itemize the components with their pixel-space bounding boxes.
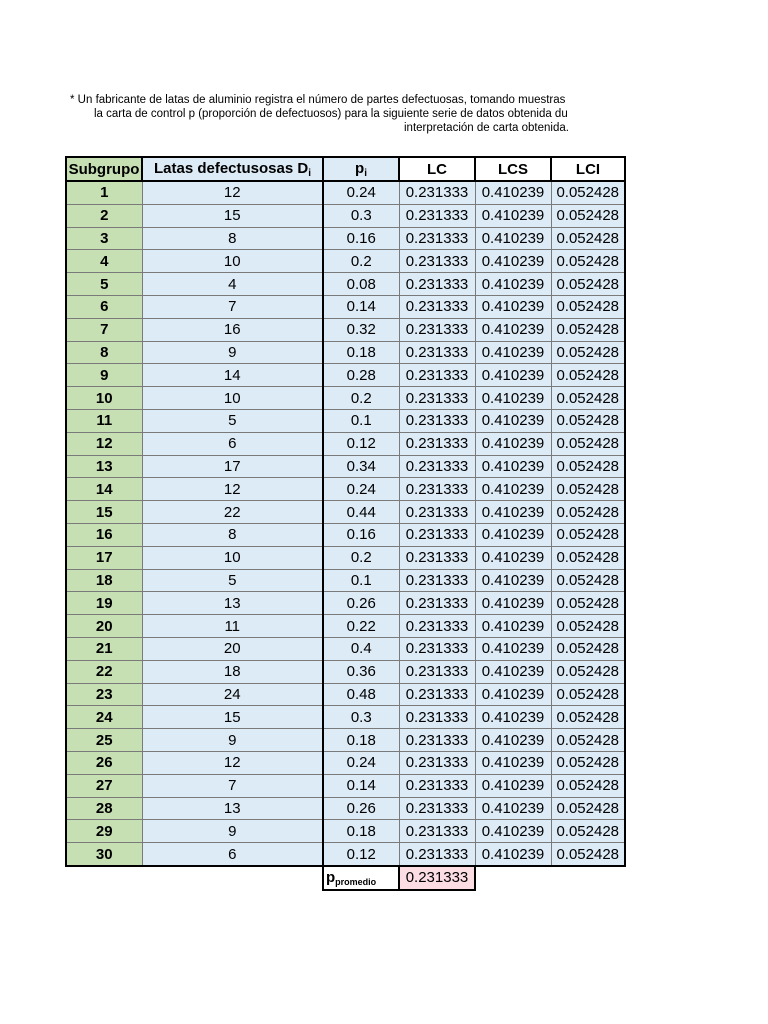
lci-cell[interactable]: 0.052428 xyxy=(551,820,625,843)
table-row xyxy=(66,751,625,774)
p-cell[interactable]: 0.22 xyxy=(323,615,399,638)
defectuosas-cell[interactable]: 12 xyxy=(142,478,323,501)
lc-cell[interactable]: 0.231333 xyxy=(399,478,475,501)
lci-cell[interactable]: 0.052428 xyxy=(551,660,625,683)
subgrupo-cell[interactable]: 29 xyxy=(66,820,142,843)
lci-cell[interactable]: 0.052428 xyxy=(551,341,625,364)
lcs-cell[interactable]: 0.410239 xyxy=(475,387,551,410)
lci-cell[interactable]: 0.052428 xyxy=(551,729,625,752)
lc-cell[interactable]: 0.231333 xyxy=(399,204,475,227)
table-row xyxy=(66,364,625,387)
table-row xyxy=(66,615,625,638)
lcs-cell[interactable]: 0.410239 xyxy=(475,478,551,501)
defectuosas-cell[interactable]: 10 xyxy=(142,387,323,410)
header-lc-label: LC xyxy=(427,160,447,178)
lc-cell[interactable]: 0.231333 xyxy=(399,501,475,524)
lci-cell[interactable]: 0.052428 xyxy=(551,592,625,615)
lcs-cell[interactable]: 0.410239 xyxy=(475,432,551,455)
table-row xyxy=(66,318,625,341)
table-row xyxy=(66,523,625,546)
lcs-cell[interactable]: 0.410239 xyxy=(475,751,551,774)
defectuosas-cell[interactable]: 9 xyxy=(142,729,323,752)
lci-cell[interactable]: 0.052428 xyxy=(551,615,625,638)
p-cell[interactable]: 0.08 xyxy=(323,273,399,296)
p-promedio-symbol: p xyxy=(326,868,336,886)
lci-cell[interactable]: 0.052428 xyxy=(551,409,625,432)
header-defectuosas-label: Latas defectusosas D xyxy=(153,159,309,177)
lc-cell[interactable]: 0.231333 xyxy=(399,432,475,455)
lcs-cell[interactable]: 0.410239 xyxy=(475,820,551,843)
p-promedio-subscript: promedio xyxy=(335,876,377,887)
lc-cell[interactable]: 0.231333 xyxy=(399,409,475,432)
header-lc[interactable] xyxy=(399,157,475,181)
subgrupo-cell[interactable]: 22 xyxy=(66,660,142,683)
lci-cell[interactable]: 0.052428 xyxy=(551,227,625,250)
p-cell[interactable]: 0.24 xyxy=(323,751,399,774)
p-cell[interactable]: 0.18 xyxy=(323,729,399,752)
lci-cell[interactable]: 0.052428 xyxy=(551,569,625,592)
p-cell[interactable]: 0.1 xyxy=(323,409,399,432)
lcs-cell[interactable]: 0.410239 xyxy=(475,615,551,638)
lc-cell[interactable]: 0.231333 xyxy=(399,706,475,729)
lcs-cell[interactable]: 0.410239 xyxy=(475,637,551,660)
lcs-cell[interactable]: 0.410239 xyxy=(475,774,551,797)
lc-cell[interactable]: 0.231333 xyxy=(399,797,475,820)
lcs-cell[interactable]: 0.410239 xyxy=(475,318,551,341)
lcs-cell[interactable]: 0.410239 xyxy=(475,569,551,592)
subgrupo-cell[interactable]: 24 xyxy=(66,706,142,729)
p-cell[interactable]: 0.48 xyxy=(323,683,399,706)
subgrupo-cell[interactable]: 9 xyxy=(66,364,142,387)
subgrupo-cell[interactable]: 5 xyxy=(66,273,142,296)
p-cell[interactable]: 0.24 xyxy=(323,181,399,204)
problem-line-3: interpretación de carta obtenida. xyxy=(404,122,569,134)
defectuosas-cell[interactable]: 15 xyxy=(142,706,323,729)
defectuosas-cell[interactable]: 5 xyxy=(142,409,323,432)
subgrupo-cell[interactable]: 19 xyxy=(66,592,142,615)
p-cell[interactable]: 0.14 xyxy=(323,774,399,797)
lc-cell[interactable]: 0.231333 xyxy=(399,660,475,683)
table-row xyxy=(66,797,625,820)
header-row xyxy=(66,157,625,181)
table-row xyxy=(66,706,625,729)
defectuosas-cell[interactable]: 13 xyxy=(142,797,323,820)
defectuosas-cell[interactable]: 5 xyxy=(142,569,323,592)
p-cell[interactable]: 0.1 xyxy=(323,569,399,592)
lc-cell[interactable]: 0.231333 xyxy=(399,364,475,387)
lcs-cell[interactable]: 0.410239 xyxy=(475,660,551,683)
lci-cell[interactable]: 0.052428 xyxy=(551,843,625,866)
lcs-cell[interactable]: 0.410239 xyxy=(475,683,551,706)
header-p-subscript: i xyxy=(364,167,367,179)
subgrupo-cell[interactable]: 27 xyxy=(66,774,142,797)
lc-cell[interactable]: 0.231333 xyxy=(399,615,475,638)
subgrupo-cell[interactable]: 23 xyxy=(66,683,142,706)
lcs-cell[interactable]: 0.410239 xyxy=(475,501,551,524)
header-lci-label: LCI xyxy=(575,160,601,178)
lci-cell[interactable]: 0.052428 xyxy=(551,478,625,501)
lci-cell[interactable]: 0.052428 xyxy=(551,250,625,273)
table-row xyxy=(66,250,625,273)
subgrupo-cell[interactable]: 28 xyxy=(66,797,142,820)
defectuosas-cell[interactable]: 6 xyxy=(142,843,323,866)
lci-cell[interactable]: 0.052428 xyxy=(551,546,625,569)
defectuosas-cell[interactable]: 7 xyxy=(142,295,323,318)
defectuosas-cell[interactable]: 9 xyxy=(142,820,323,843)
lc-cell[interactable]: 0.231333 xyxy=(399,295,475,318)
table-row xyxy=(66,820,625,843)
lci-cell[interactable]: 0.052428 xyxy=(551,273,625,296)
subgrupo-cell[interactable]: 17 xyxy=(66,546,142,569)
p-cell[interactable]: 0.16 xyxy=(323,227,399,250)
lci-cell[interactable]: 0.052428 xyxy=(551,637,625,660)
lc-cell[interactable]: 0.231333 xyxy=(399,250,475,273)
p-cell[interactable]: 0.26 xyxy=(323,592,399,615)
p-cell[interactable]: 0.36 xyxy=(323,660,399,683)
table-row xyxy=(66,637,625,660)
lci-cell[interactable]: 0.052428 xyxy=(551,204,625,227)
subgrupo-cell[interactable]: 6 xyxy=(66,295,142,318)
p-cell[interactable]: 0.4 xyxy=(323,637,399,660)
promedio-row xyxy=(66,866,625,890)
subgrupo-cell[interactable]: 3 xyxy=(66,227,142,250)
subgrupo-cell[interactable]: 10 xyxy=(66,387,142,410)
table-row xyxy=(66,660,625,683)
lc-cell[interactable]: 0.231333 xyxy=(399,387,475,410)
lci-cell[interactable]: 0.052428 xyxy=(551,797,625,820)
lcs-cell[interactable]: 0.410239 xyxy=(475,797,551,820)
lcs-cell[interactable]: 0.410239 xyxy=(475,273,551,296)
p-cell[interactable]: 0.44 xyxy=(323,501,399,524)
table-row xyxy=(66,432,625,455)
subgrupo-cell[interactable]: 21 xyxy=(66,637,142,660)
subgrupo-cell[interactable]: 2 xyxy=(66,204,142,227)
control-chart-table xyxy=(65,156,626,891)
p-promedio-value[interactable]: 0.231333 xyxy=(399,866,475,890)
table-row xyxy=(66,341,625,364)
subgrupo-cell[interactable]: 16 xyxy=(66,523,142,546)
subgrupo-cell[interactable]: 18 xyxy=(66,569,142,592)
header-defectuosas-subscript: i xyxy=(308,167,311,179)
lc-cell[interactable]: 0.231333 xyxy=(399,774,475,797)
lc-cell[interactable]: 0.231333 xyxy=(399,455,475,478)
lcs-cell[interactable]: 0.410239 xyxy=(475,364,551,387)
header-subgrupo-label: Subgrupo xyxy=(68,160,140,178)
defectuosas-cell[interactable]: 4 xyxy=(142,273,323,296)
lcs-cell[interactable]: 0.410239 xyxy=(475,455,551,478)
table-row xyxy=(66,227,625,250)
defectuosas-cell[interactable]: 20 xyxy=(142,637,323,660)
subgrupo-cell[interactable]: 13 xyxy=(66,455,142,478)
lcs-cell[interactable]: 0.410239 xyxy=(475,204,551,227)
p-cell[interactable]: 0.18 xyxy=(323,820,399,843)
lc-cell[interactable]: 0.231333 xyxy=(399,637,475,660)
subgrupo-cell[interactable]: 30 xyxy=(66,843,142,866)
subgrupo-cell[interactable]: 12 xyxy=(66,432,142,455)
table-row xyxy=(66,546,625,569)
table-row xyxy=(66,501,625,524)
defectuosas-cell[interactable]: 10 xyxy=(142,546,323,569)
p-cell[interactable]: 0.14 xyxy=(323,295,399,318)
defectuosas-cell[interactable]: 7 xyxy=(142,774,323,797)
defectuosas-cell[interactable]: 22 xyxy=(142,501,323,524)
table-row xyxy=(66,569,625,592)
p-cell[interactable]: 0.24 xyxy=(323,478,399,501)
table-row xyxy=(66,455,625,478)
defectuosas-cell[interactable]: 14 xyxy=(142,364,323,387)
p-cell[interactable]: 0.12 xyxy=(323,432,399,455)
header-defectuosas[interactable] xyxy=(142,157,323,181)
lc-cell[interactable]: 0.231333 xyxy=(399,592,475,615)
lci-cell[interactable]: 0.052428 xyxy=(551,774,625,797)
header-subgrupo[interactable] xyxy=(66,157,142,181)
p-cell[interactable]: 0.12 xyxy=(323,843,399,866)
lcs-cell[interactable]: 0.410239 xyxy=(475,523,551,546)
header-lcs[interactable] xyxy=(475,157,551,181)
lci-cell[interactable]: 0.052428 xyxy=(551,501,625,524)
defectuosas-cell[interactable]: 9 xyxy=(142,341,323,364)
p-cell[interactable]: 0.2 xyxy=(323,546,399,569)
lci-cell[interactable]: 0.052428 xyxy=(551,181,625,204)
lc-cell[interactable]: 0.231333 xyxy=(399,820,475,843)
lc-cell[interactable]: 0.231333 xyxy=(399,227,475,250)
defectuosas-cell[interactable]: 6 xyxy=(142,432,323,455)
problem-line-1: * Un fabricante de latas de aluminio registra el número de partes defectuosas, tomando muestras xyxy=(70,94,566,106)
p-cell[interactable]: 0.26 xyxy=(323,797,399,820)
header-lcs-label: LCS xyxy=(498,160,528,178)
header-p-label: p xyxy=(355,159,365,177)
defectuosas-cell[interactable]: 8 xyxy=(142,227,323,250)
lcs-cell[interactable]: 0.410239 xyxy=(475,227,551,250)
defectuosas-cell[interactable]: 15 xyxy=(142,204,323,227)
table-row xyxy=(66,181,625,204)
table-row xyxy=(66,295,625,318)
defectuosas-cell[interactable]: 8 xyxy=(142,523,323,546)
p-cell[interactable]: 0.3 xyxy=(323,204,399,227)
lc-cell[interactable]: 0.231333 xyxy=(399,546,475,569)
table-row xyxy=(66,387,625,410)
table-row xyxy=(66,683,625,706)
lci-cell[interactable]: 0.052428 xyxy=(551,295,625,318)
lcs-cell[interactable]: 0.410239 xyxy=(475,409,551,432)
lci-cell[interactable]: 0.052428 xyxy=(551,364,625,387)
lc-cell[interactable]: 0.231333 xyxy=(399,751,475,774)
lc-cell[interactable]: 0.231333 xyxy=(399,341,475,364)
table-row xyxy=(66,774,625,797)
defectuosas-cell[interactable]: 18 xyxy=(142,660,323,683)
lc-cell[interactable]: 0.231333 xyxy=(399,523,475,546)
lcs-cell[interactable]: 0.410239 xyxy=(475,250,551,273)
p-cell[interactable]: 0.32 xyxy=(323,318,399,341)
lcs-cell[interactable]: 0.410239 xyxy=(475,181,551,204)
lcs-cell[interactable]: 0.410239 xyxy=(475,706,551,729)
lci-cell[interactable]: 0.052428 xyxy=(551,387,625,410)
p-cell[interactable]: 0.3 xyxy=(323,706,399,729)
defectuosas-cell[interactable]: 16 xyxy=(142,318,323,341)
table-row xyxy=(66,592,625,615)
table-row xyxy=(66,729,625,752)
p-cell[interactable]: 0.18 xyxy=(323,341,399,364)
p-cell[interactable]: 0.34 xyxy=(323,455,399,478)
lcs-cell[interactable]: 0.410239 xyxy=(475,843,551,866)
defectuosas-cell[interactable]: 17 xyxy=(142,455,323,478)
subgrupo-cell[interactable]: 11 xyxy=(66,409,142,432)
lc-cell[interactable]: 0.231333 xyxy=(399,318,475,341)
defectuosas-cell[interactable]: 12 xyxy=(142,181,323,204)
defectuosas-cell[interactable]: 10 xyxy=(142,250,323,273)
lc-cell[interactable]: 0.231333 xyxy=(399,683,475,706)
table-row xyxy=(66,204,625,227)
table-row xyxy=(66,478,625,501)
p-cell[interactable]: 0.2 xyxy=(323,250,399,273)
problem-statement xyxy=(0,93,632,137)
lci-cell[interactable]: 0.052428 xyxy=(551,751,625,774)
lci-cell[interactable]: 0.052428 xyxy=(551,683,625,706)
problem-line-2: la carta de control p (proporción de defectuosos) para la siguiente serie de datos obtenida du xyxy=(94,108,568,120)
lci-cell[interactable]: 0.052428 xyxy=(551,706,625,729)
lcs-cell[interactable]: 0.410239 xyxy=(475,341,551,364)
lc-cell[interactable]: 0.231333 xyxy=(399,569,475,592)
defectuosas-cell[interactable]: 13 xyxy=(142,592,323,615)
subgrupo-cell[interactable]: 15 xyxy=(66,501,142,524)
subgrupo-cell[interactable]: 25 xyxy=(66,729,142,752)
lci-cell[interactable]: 0.052428 xyxy=(551,318,625,341)
subgrupo-cell[interactable]: 14 xyxy=(66,478,142,501)
p-promedio-label xyxy=(323,866,399,890)
table-row xyxy=(66,409,625,432)
p-cell[interactable]: 0.16 xyxy=(323,523,399,546)
table-row xyxy=(66,843,625,866)
table-row xyxy=(66,273,625,296)
subgrupo-cell[interactable]: 4 xyxy=(66,250,142,273)
subgrupo-cell[interactable]: 20 xyxy=(66,615,142,638)
defectuosas-cell[interactable]: 12 xyxy=(142,751,323,774)
lci-cell[interactable]: 0.052428 xyxy=(551,455,625,478)
lcs-cell[interactable]: 0.410239 xyxy=(475,295,551,318)
lcs-cell[interactable]: 0.410239 xyxy=(475,729,551,752)
lcs-cell[interactable]: 0.410239 xyxy=(475,592,551,615)
header-lci[interactable] xyxy=(551,157,625,181)
defectuosas-cell[interactable]: 11 xyxy=(142,615,323,638)
lc-cell[interactable]: 0.231333 xyxy=(399,729,475,752)
p-cell[interactable]: 0.28 xyxy=(323,364,399,387)
lci-cell[interactable]: 0.052428 xyxy=(551,432,625,455)
p-cell[interactable]: 0.2 xyxy=(323,387,399,410)
defectuosas-cell[interactable]: 24 xyxy=(142,683,323,706)
subgrupo-cell[interactable]: 8 xyxy=(66,341,142,364)
lci-cell[interactable]: 0.052428 xyxy=(551,523,625,546)
subgrupo-cell[interactable]: 1 xyxy=(66,181,142,204)
header-p[interactable] xyxy=(323,157,399,181)
subgrupo-cell[interactable]: 26 xyxy=(66,751,142,774)
lc-cell[interactable]: 0.231333 xyxy=(399,273,475,296)
lcs-cell[interactable]: 0.410239 xyxy=(475,546,551,569)
lc-cell[interactable]: 0.231333 xyxy=(399,181,475,204)
lc-cell[interactable]: 0.231333 xyxy=(399,843,475,866)
subgrupo-cell[interactable]: 7 xyxy=(66,318,142,341)
